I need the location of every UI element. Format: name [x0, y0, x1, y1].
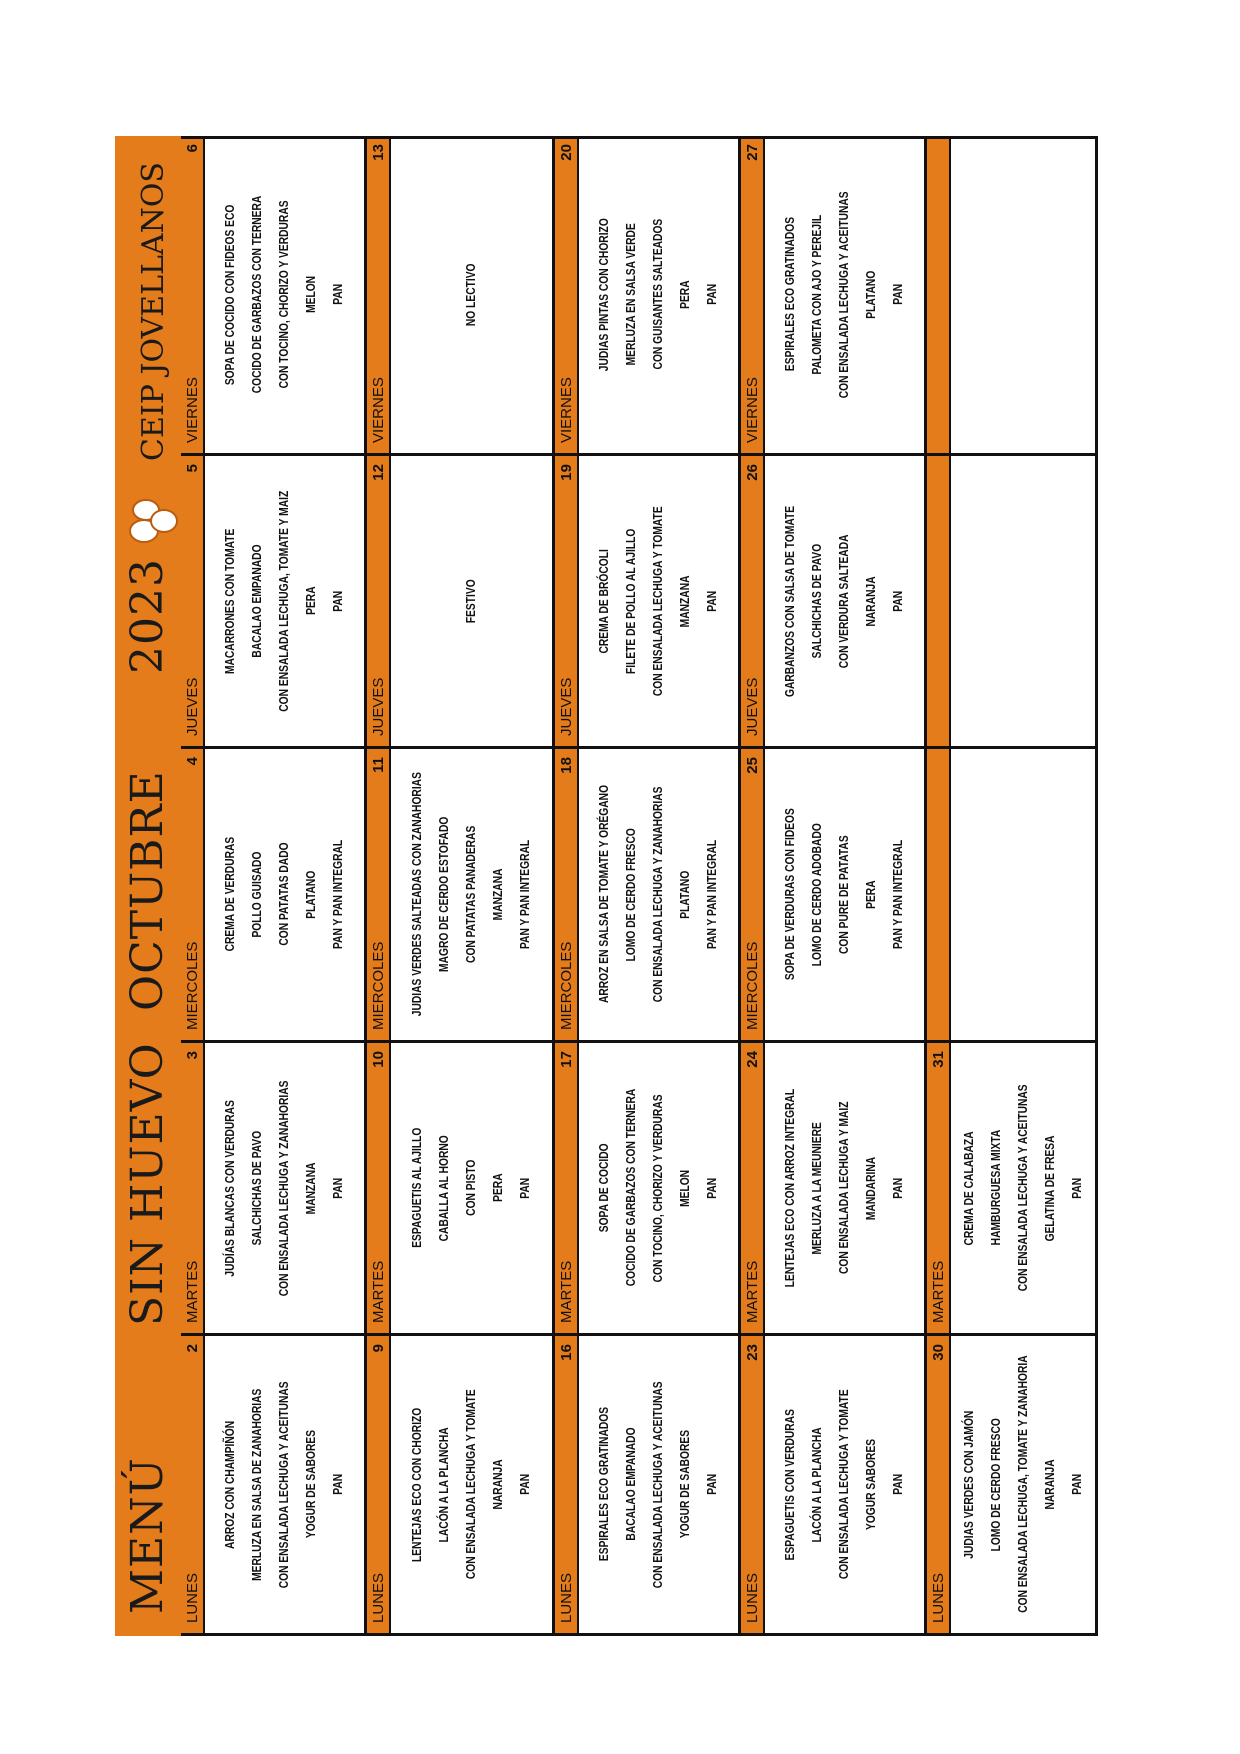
day-menu: [205, 136, 364, 453]
day-menu: [765, 749, 924, 1040]
day-name: MIERCOLES: [184, 941, 201, 1030]
menu-item: CON ENSALADA LECHUGA, TOMATE Y ZANAHORIA: [1015, 1355, 1030, 1614]
menu-item: LACÓN A LA PLANCHA: [810, 1426, 824, 1543]
day-menu: [579, 1043, 738, 1333]
day-cell: [741, 456, 927, 749]
grid-right-border: [181, 136, 1098, 139]
menu-item: CON PISTO: [464, 1159, 478, 1217]
day-menu: [765, 136, 924, 453]
menu-item: YOGUR SABORES: [864, 1438, 878, 1531]
menu-item: PAN: [331, 284, 345, 305]
day-name: MIERCOLES: [744, 941, 761, 1030]
menu-item: PAN: [891, 590, 905, 612]
menu-sheet: [115, 136, 1115, 1636]
menu-item: PAN: [518, 1474, 532, 1495]
day-number: 9: [370, 1344, 387, 1353]
day-header: [367, 1043, 391, 1333]
day-name: MARTES: [930, 1260, 947, 1323]
menu-item: SOPA DE COCIDO: [597, 1143, 611, 1233]
menu-item: MANDARINA: [864, 1156, 878, 1220]
day-menu: [391, 456, 552, 746]
menu-item: LENTEJAS ECO CON ARROZ INTEGRAL: [783, 1088, 797, 1288]
menu-item: PLATANO: [678, 870, 692, 919]
day-number: 20: [558, 144, 575, 161]
day-menu: [765, 456, 924, 746]
menu-item: PAN: [331, 1177, 345, 1199]
menu-item: PAN: [705, 1177, 719, 1199]
menu-item: PLATANO: [304, 870, 318, 919]
day-menu: [579, 456, 738, 746]
day-number: 23: [744, 1344, 761, 1361]
menu-item: MELON: [304, 276, 318, 314]
day-header: [367, 749, 391, 1040]
day-header: [927, 456, 951, 746]
menu-item: CON PATATAS PANADERAS: [464, 825, 478, 964]
day-number: 25: [744, 757, 761, 774]
menu-item: PAN: [705, 1474, 719, 1495]
day-header: [741, 1336, 765, 1633]
day-header: [181, 456, 205, 746]
menu-item: PAN: [705, 590, 719, 612]
menu-item: CABALLA AL HORNO: [437, 1134, 451, 1242]
day-cell: [555, 136, 741, 456]
day-menu: [579, 1336, 738, 1633]
menu-item: PAN: [705, 284, 719, 305]
menu-item: PAN: [518, 1177, 532, 1199]
menu-item: MANZANA: [491, 868, 505, 921]
menu-item: CON ENSALADA LECHUGA Y TOMATE: [651, 506, 665, 696]
day-header: [555, 1336, 579, 1633]
day-number: 4: [184, 757, 201, 766]
day-header: [555, 1043, 579, 1333]
day-header: [927, 749, 951, 1040]
menu-item: POLLO GUISADO: [250, 851, 264, 938]
day-name: JUEVES: [744, 677, 761, 736]
menu-item: PERA: [678, 280, 692, 309]
menu-item: YOGUR DE SABORES: [678, 1430, 692, 1539]
day-cell: [367, 456, 555, 749]
menu-item: SALCHICHAS DE PAVO: [810, 543, 824, 659]
day-menu: [391, 749, 552, 1040]
menu-title: MENÚ: [122, 1457, 173, 1614]
day-menu: [391, 136, 552, 453]
menu-item: LOMO DE CERDO FRESCO: [624, 827, 638, 962]
menu-item: FILETE DE POLLO AL AJILLO: [624, 528, 638, 674]
menu-grid: [181, 136, 1098, 1636]
menu-item: HAMBURGUESA MIXTA: [988, 1130, 1003, 1246]
menu-item: JUDIAS VERDES CON JAMÓN: [961, 1410, 976, 1559]
day-number: 24: [744, 1051, 761, 1068]
menu-item: CON ENSALADA LECHUGA Y TOMATE: [837, 1389, 851, 1580]
menu-item: NARANJA: [864, 575, 878, 627]
day-menu: [951, 136, 1095, 453]
menu-item: PERA: [304, 586, 318, 616]
day-header: [555, 456, 579, 746]
menu-item: PAN: [891, 1474, 905, 1495]
day-menu: [579, 136, 738, 453]
day-menu: [205, 1336, 364, 1633]
day-name: LUNES: [930, 1572, 947, 1623]
menu-item: CON GUISANTES SALTEADOS: [651, 219, 665, 370]
day-cell: [181, 749, 367, 1043]
title-banner: [115, 136, 181, 1636]
school-title: CEIP JOVELLANOS: [136, 162, 171, 461]
day-name: JUEVES: [184, 677, 201, 736]
day-name: MIERCOLES: [558, 941, 575, 1030]
menu-item: CON TOCINO, CHORIZO Y VERDURAS: [277, 200, 291, 389]
day-name: JUEVES: [558, 677, 575, 736]
menu-item: PAN Y PAN INTEGRAL: [331, 839, 345, 950]
day-header: [555, 749, 579, 1040]
day-header: [181, 1043, 205, 1333]
day-menu: [951, 1043, 1095, 1333]
menu-item: ESPAGUETIS AL AJILLO: [410, 1127, 424, 1249]
day-header: [741, 1043, 765, 1333]
day-header: [555, 136, 579, 453]
day-menu: [391, 1043, 552, 1333]
menu-item: GELATINA DE FRESA: [1042, 1135, 1057, 1241]
menu-item: GARBANZOS CON SALSA DE TOMATE: [783, 505, 797, 697]
menu-item: MERLUZA EN SALSA VERDE: [624, 223, 638, 366]
menu-item: CON PURE DE PATATAS: [837, 835, 851, 954]
menu-item: NARANJA: [1042, 1459, 1057, 1510]
day-name: JUEVES: [370, 677, 387, 736]
menu-item: JUDIAS PINTAS CON CHORIZO: [597, 217, 611, 372]
day-header: [181, 749, 205, 1040]
menu-item: CON ENSALADA LECHUGA Y TOMATE: [464, 1389, 478, 1580]
menu-item: PAN: [1069, 1474, 1084, 1495]
menu-item: PERA: [864, 880, 878, 909]
day-name: MARTES: [184, 1260, 201, 1323]
day-menu: [951, 749, 1095, 1040]
menu-item: PAN: [891, 284, 905, 305]
menu-item: CREMA DE CALABAZA: [961, 1130, 976, 1246]
day-cell: [741, 1336, 927, 1636]
day-name: LUNES: [370, 1572, 387, 1623]
day-cell: [181, 1043, 367, 1336]
menu-item: CON ENSALADA LECHUGA Y ZANAHORIAS: [651, 786, 665, 1003]
day-cell: [555, 1043, 741, 1336]
day-cell: [741, 1043, 927, 1336]
day-header: [927, 136, 951, 453]
day-header: [367, 1336, 391, 1633]
day-number: 2: [184, 1344, 201, 1353]
day-number: 13: [370, 144, 387, 161]
day-number: 3: [184, 1051, 201, 1060]
menu-item: YOGUR DE SABORES: [304, 1430, 318, 1539]
menu-item: PAN: [331, 590, 345, 612]
day-menu: [205, 1043, 364, 1333]
menu-item: PAN Y PAN INTEGRAL: [705, 839, 719, 950]
menu-item: COCIDO DE GARBAZOS CON TERNERA: [624, 1089, 638, 1287]
day-name: LUNES: [184, 1572, 201, 1623]
day-cell: [927, 136, 1098, 456]
day-number: 30: [930, 1344, 947, 1361]
menu-item: MACARRONES CON TOMATE: [223, 528, 237, 674]
day-cell: [181, 1336, 367, 1636]
menu-item: COCIDO DE GARBAZOS CON TERNERA: [250, 195, 264, 394]
day-number: 12: [370, 464, 387, 481]
menu-item: SALCHICHAS DE PAVO: [250, 1130, 264, 1246]
menu-item: MERLUZA EN SALSA DE ZANAHORIAS: [250, 1388, 264, 1581]
day-cell: [927, 749, 1098, 1043]
grid-bottom-border: [1095, 136, 1098, 1636]
menu-item: JUDÍAS BLANCAS CON VERDURAS: [223, 1099, 237, 1277]
menu-item: ESPIRALES ECO GRATINADOS: [783, 217, 797, 372]
day-name: VIERNES: [370, 377, 387, 443]
menu-item: CON ENSALADA LECHUGA, TOMATE Y MAIZ: [277, 490, 291, 712]
menu-item: LOMO DE CERDO FRESCO: [988, 1417, 1003, 1552]
menu-item: FESTIVO: [464, 579, 478, 623]
menu-item: LACÓN A LA PLANCHA: [437, 1426, 451, 1543]
menu-item: BACALAO EMPANADO: [250, 544, 264, 658]
menu-item: LOMO DE CERDO ADOBADO: [810, 822, 824, 967]
day-header: [927, 1336, 951, 1633]
year-title: 2023: [122, 558, 173, 674]
day-menu: [765, 1336, 924, 1633]
day-cell: [927, 1043, 1098, 1336]
day-name: LUNES: [744, 1572, 761, 1623]
day-cell: [181, 456, 367, 749]
day-cell: [367, 1043, 555, 1336]
day-cell: [741, 749, 927, 1043]
menu-item: ESPAGUETIS CON VERDURAS: [783, 1408, 797, 1561]
day-menu: [951, 456, 1095, 746]
day-number: 18: [558, 757, 575, 774]
day-header: [181, 136, 205, 453]
day-number: 6: [184, 144, 201, 153]
day-number: 17: [558, 1051, 575, 1068]
menu-item: BACALAO EMPANADO: [624, 1427, 638, 1542]
day-cell: [927, 456, 1098, 749]
day-name: VIERNES: [184, 377, 201, 443]
day-header: [367, 456, 391, 746]
day-number: 5: [184, 464, 201, 473]
day-name: VIERNES: [744, 377, 761, 443]
day-menu: [205, 749, 364, 1040]
menu-item: PLATANO: [864, 270, 878, 319]
day-number: 27: [744, 144, 761, 161]
menu-item: PAN Y PAN INTEGRAL: [891, 839, 905, 950]
day-cell: [927, 1336, 1098, 1636]
menu-item: MERLUZA A LA MEUNIERE: [810, 1121, 824, 1255]
day-name: MARTES: [370, 1260, 387, 1323]
month-title: OCTUBRE: [122, 770, 173, 1011]
menu-item: PAN Y PAN INTEGRAL: [518, 839, 532, 950]
menu-item: PAN: [1069, 1177, 1084, 1199]
menu-item: ARROZ EN SALSA DE TOMATE Y ORÉGANO: [597, 785, 611, 1004]
menu-item: JUDIAS VERDES SALTEADAS CON ZANAHORIAS: [410, 772, 424, 1017]
day-cell: [181, 136, 367, 456]
day-name: MARTES: [744, 1260, 761, 1323]
menu-item: PALOMETA CON AJO Y PEREJIL: [810, 214, 824, 375]
menu-item: SOPA DE COCIDO CON FIDEOS ECO: [223, 204, 237, 385]
menu-item: MANZANA: [304, 1162, 318, 1214]
menu-item: NARANJA: [491, 1459, 505, 1510]
day-menu: [391, 1336, 552, 1633]
menu-item: CON VERDURA SALTEADA: [837, 534, 851, 668]
day-cell: [367, 1336, 555, 1636]
day-header: [741, 456, 765, 746]
day-menu: [951, 1336, 1095, 1633]
day-number: 10: [370, 1051, 387, 1068]
day-name: MIERCOLES: [370, 941, 387, 1030]
day-menu: [205, 456, 364, 746]
menu-item: SOPA DE VERDURAS CON FIDEOS: [783, 808, 797, 981]
menu-item: MANZANA: [678, 575, 692, 627]
menu-item: PAN: [891, 1177, 905, 1199]
day-number: 11: [370, 757, 387, 773]
menu-item: CON TOCINO, CHORIZO Y VERDURAS: [651, 1094, 665, 1282]
menu-item: CON ENSALADA LECHUGA Y ACEITUNAS: [651, 1381, 665, 1588]
menu-item: LENTEJAS ECO CON CHORIZO: [410, 1407, 424, 1562]
menu-item: CON ENSALADA LECHUGA Y ZANAHORIAS: [277, 1080, 291, 1296]
menu-item: MAGRO DE CERDO ESTOFADO: [437, 816, 451, 973]
menu-item: CON ENSALADA LECHUGA Y ACEITUNAS: [837, 191, 851, 398]
day-name: LUNES: [558, 1572, 575, 1623]
menu-item: PAN: [331, 1474, 345, 1495]
day-cell: [555, 749, 741, 1043]
day-menu: [765, 1043, 924, 1333]
day-name: VIERNES: [558, 377, 575, 443]
menu-item: CREMA DE VERDURAS: [223, 837, 237, 952]
menu-item: CREMA DE BRÓCOLI: [597, 548, 611, 654]
menu-item: ARROZ CON CHAMPIÑÓN: [223, 1420, 237, 1549]
menu-item: CON PATATAS DADO: [277, 842, 291, 947]
day-header: [927, 1043, 951, 1333]
eggs-logo-icon: [114, 483, 190, 559]
day-cell: [367, 136, 555, 456]
day-cell: [367, 749, 555, 1043]
day-name: MARTES: [558, 1260, 575, 1323]
day-header: [741, 749, 765, 1040]
day-cell: [555, 1336, 741, 1636]
day-header: [367, 136, 391, 453]
day-menu: [579, 749, 738, 1040]
day-cell: [741, 136, 927, 456]
menu-item: MELON: [678, 1169, 692, 1207]
day-number: 26: [744, 464, 761, 481]
menu-item: CON ENSALADA LECHUGA Y ACEITUNAS: [1015, 1084, 1030, 1292]
sin-huevo-title: SIN HUEVO: [122, 1042, 173, 1326]
day-header: [181, 1336, 205, 1633]
day-header: [741, 136, 765, 453]
day-number: 19: [558, 464, 575, 481]
menu-item: ESPIRALES ECO GRATINADOS: [597, 1407, 611, 1562]
menu-item: NO LECTIVO: [464, 263, 478, 326]
menu-item: CON ENSALADA LECHUGA Y ACEITUNAS: [277, 1381, 291, 1588]
menu-item: PERA: [491, 1173, 505, 1203]
menu-item: CON ENSALADA LECHUGA Y MAIZ: [837, 1101, 851, 1275]
day-cell: [555, 456, 741, 749]
day-number: 31: [930, 1051, 947, 1068]
day-number: 16: [558, 1344, 575, 1361]
